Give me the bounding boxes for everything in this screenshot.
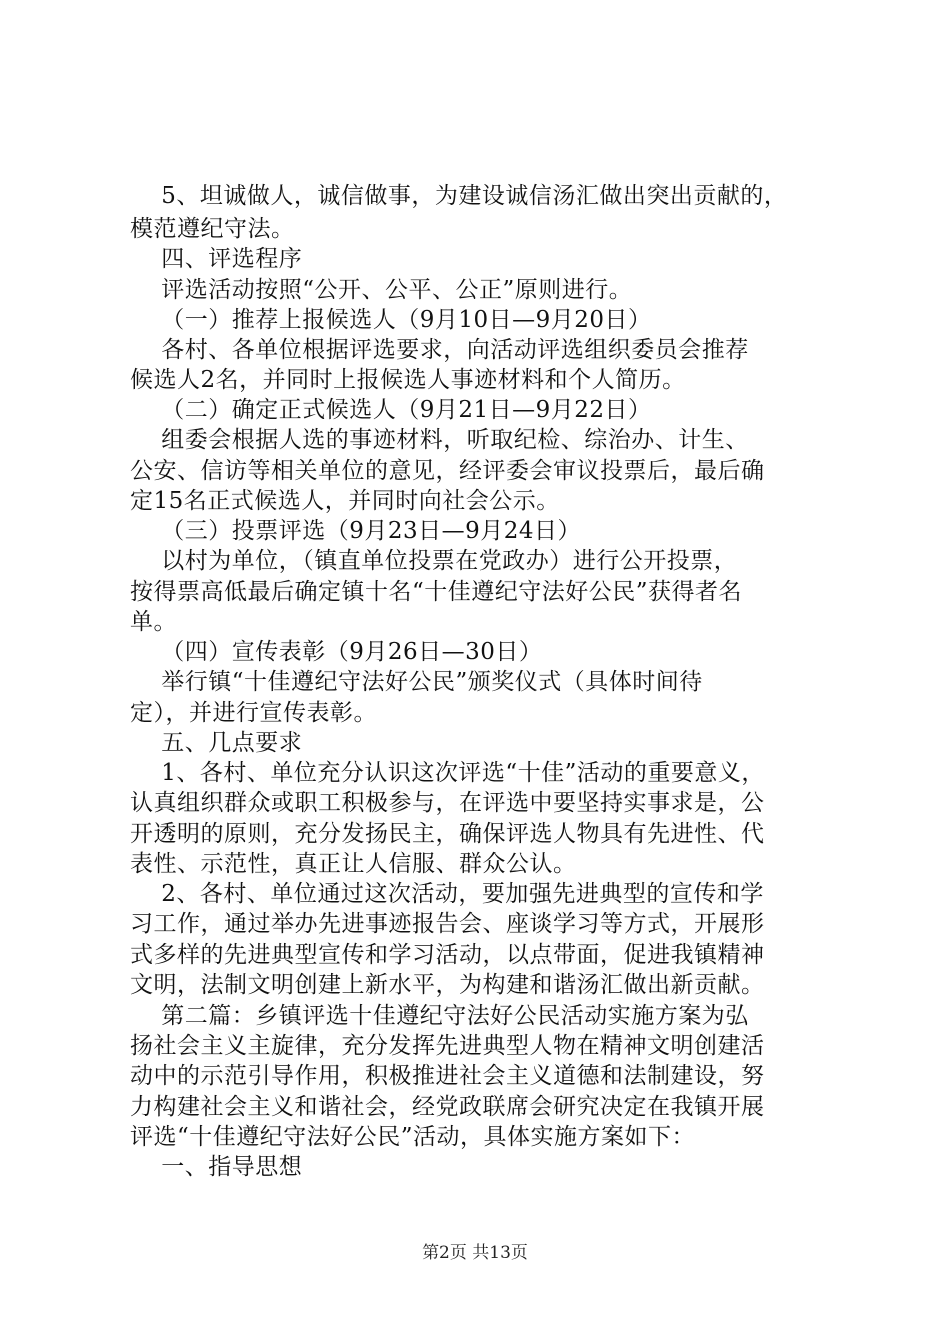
text-line: 5、坦诚做人，诚信做事，为建设诚信汤汇做出突出贡献的，	[130, 183, 788, 209]
subsection-heading: （二）确定正式候选人（9月21日—9月22日）	[130, 397, 652, 423]
text-line: 表性、示范性，真正让人信服、群众公认。	[130, 851, 577, 877]
text-line: 式多样的先进典型宣传和学习活动，以点带面，促进我镇精神	[130, 942, 765, 968]
text-line: 按得票高低最后确定镇十名“十佳遵纪守法好公民”获得者名	[130, 579, 743, 605]
text-line: 习工作，通过举办先进事迹报告会、座谈学习等方式，开展形	[130, 911, 765, 937]
text-line: 认真组织群众或职工积极参与，在评选中要坚持实事求是，公	[130, 790, 765, 816]
subsection-heading: （三）投票评选（9月23日—9月24日）	[130, 518, 582, 544]
section-heading: 一、指导思想	[130, 1154, 303, 1180]
text-line: 力构建社会主义和谐社会，经党政联席会研究决定在我镇开展	[130, 1094, 765, 1120]
section-heading: 五、几点要求	[130, 730, 303, 756]
text-line: 文明，法制文明创建上新水平，为构建和谐汤汇做出新贡献。	[130, 972, 765, 998]
page-number: 第2页 共13页	[422, 1243, 528, 1263]
text-line: 动中的示范引导作用，积极推进社会主义道德和法制建设，努	[130, 1063, 765, 1089]
text-line: 候选人2名，并同时上报候选人事迹材料和个人简历。	[130, 367, 686, 393]
text-line: 公安、信访等相关单位的意见，经评委会审议投票后，最后确	[130, 458, 765, 484]
text-line: 评选“十佳遵纪守法好公民”活动，具体实施方案如下：	[130, 1124, 696, 1150]
text-line: 扬社会主义主旋律，充分发挥先进典型人物在精神文明创建活	[130, 1033, 765, 1059]
text-line: 举行镇“十佳遵纪守法好公民”颁奖仪式（具体时间待	[130, 669, 703, 695]
text-line: 开透明的原则，充分发扬民主，确保评选人物具有先进性、代	[130, 821, 765, 847]
text-line: 第二篇：乡镇评选十佳遵纪守法好公民活动实施方案为弘	[130, 1003, 749, 1029]
text-line: 定），并进行宣传表彰。	[130, 700, 377, 726]
text-line: 2、各村、单位通过这次活动，要加强先进典型的宣传和学	[130, 881, 764, 907]
text-line: 各村、各单位根据评选要求，向活动评选组织委员会推荐	[130, 337, 749, 363]
text-line: 定15名正式候选人，并同时向社会公示。	[130, 488, 560, 514]
text-line: 模范遵纪守法。	[130, 216, 295, 242]
subsection-heading: （四）宣传表彰（9月26日—30日）	[130, 639, 543, 665]
subsection-heading: （一）推荐上报候选人（9月10日—9月20日）	[130, 307, 652, 333]
text-line: 评选活动按照“公开、公平、公正”原则进行。	[130, 277, 633, 303]
section-heading: 四、评选程序	[130, 246, 303, 272]
text-line: 组委会根据人选的事迹材料，听取纪检、综治办、计生、	[130, 427, 749, 453]
text-line: 以村为单位，（镇直单位投票在党政办）进行公开投票，	[130, 548, 738, 574]
text-line: 单。	[130, 609, 177, 635]
text-line: 1、各村、单位充分认识这次评选“十佳”活动的重要意义，	[130, 760, 765, 786]
